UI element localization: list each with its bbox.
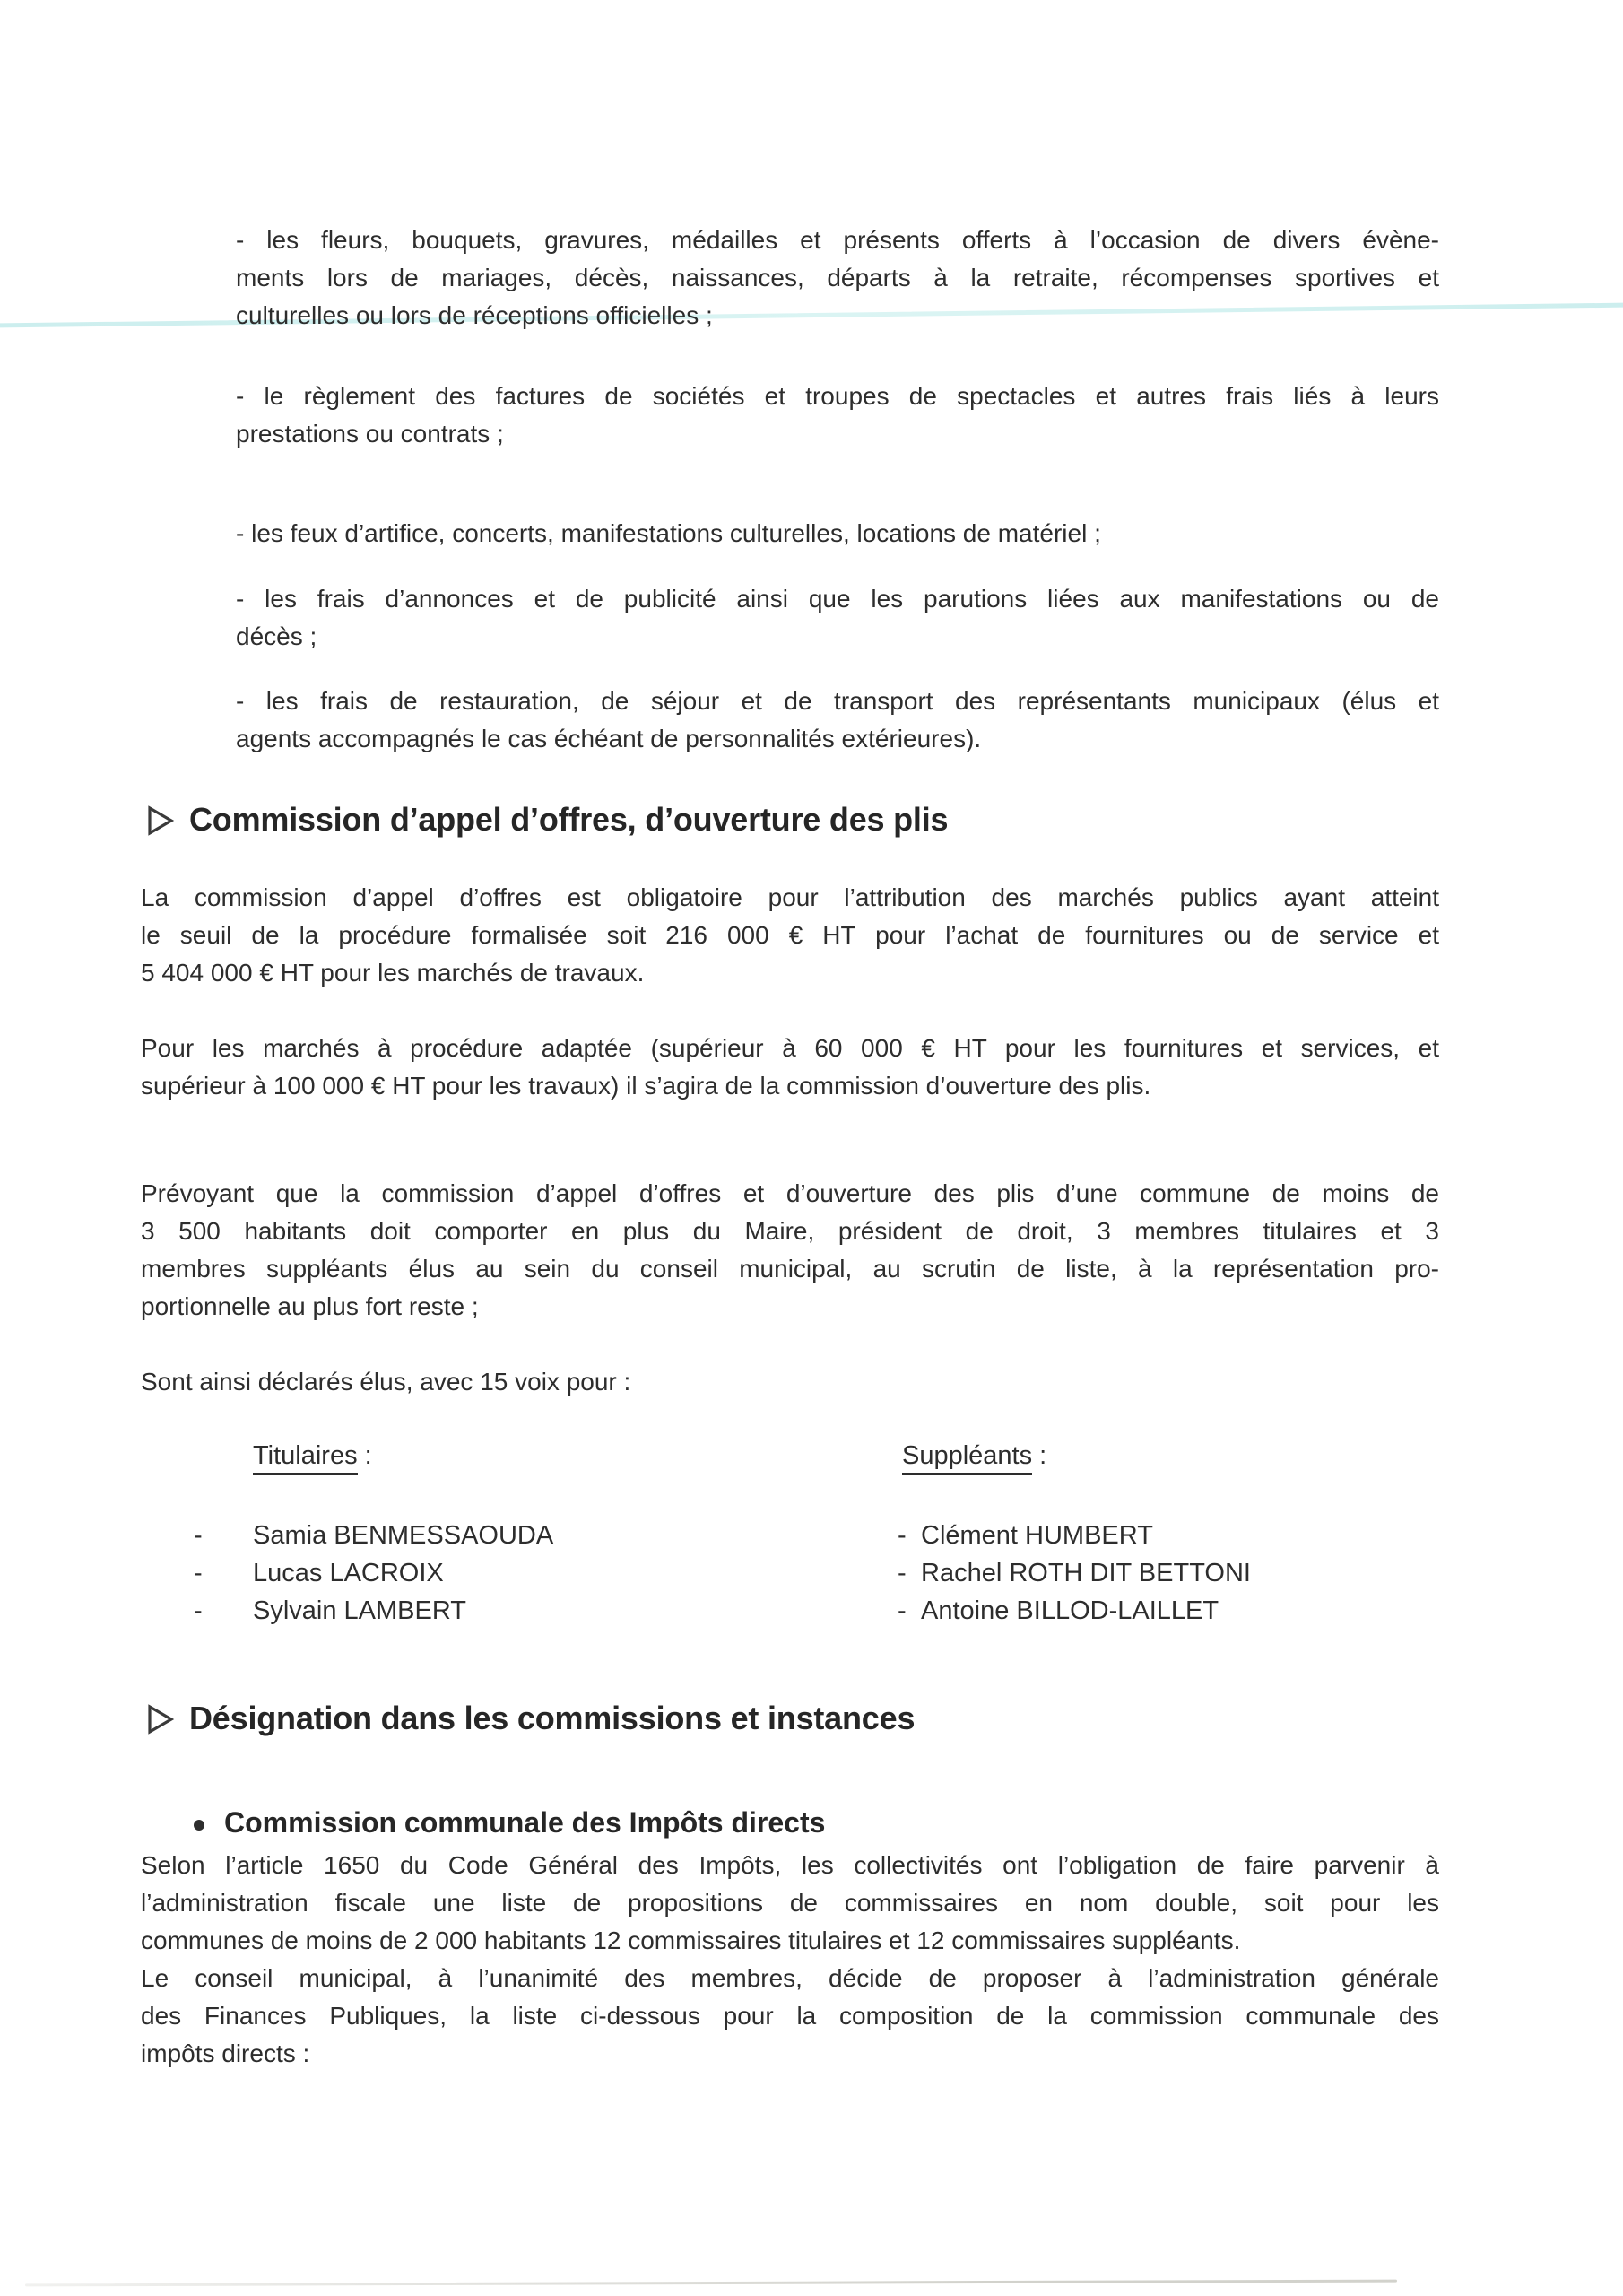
paragraph-composition	[141, 1175, 1439, 1326]
text-line: - les feux d’artifice, concerts, manifestations culturelles, locations de matériel ;	[236, 519, 1101, 547]
member-row	[194, 1554, 839, 1592]
member-row	[898, 1517, 1471, 1554]
column-label-titulaires	[253, 1441, 372, 1471]
text-line: - les fleurs, bouquets, gravures, médailles et présents offerts à l’occasion de divers évène-	[236, 226, 1439, 254]
text-line: Sont ainsi déclarés élus, avec 15 voix pour :	[141, 1368, 631, 1396]
expense-list-item	[236, 222, 1439, 335]
member-row	[898, 1592, 1471, 1630]
text-line: 5 404 000 € HT pour les marchés de travaux.	[141, 959, 645, 987]
member-name: Samia BENMESSAOUDA	[253, 1521, 554, 1550]
member-row	[194, 1517, 839, 1554]
section-heading-text: Commission d’appel d’offres, d’ouverture des plis	[189, 801, 949, 838]
dash: -	[194, 1521, 203, 1550]
member-name: Antoine BILLOD-LAILLET	[921, 1596, 1219, 1625]
text-line: La commission d’appel d’offres est obligatoire pour l’attribution des marchés publics ayant atteint	[141, 883, 1439, 911]
text-line: ments lors de mariages, décès, naissances, départs à la retraite, récompenses sportives et	[236, 264, 1439, 291]
text-line: - les frais d’annonces et de publicité ainsi que les parutions liées aux manifestations ou de	[236, 585, 1439, 613]
text-line: impôts directs :	[141, 2039, 310, 2067]
dash: -	[194, 1559, 203, 1587]
section-heading-text: Désignation dans les commissions et instances	[189, 1700, 916, 1736]
expense-list-item	[236, 378, 1439, 453]
paragraph-seuils	[141, 879, 1439, 992]
dash: -	[898, 1596, 907, 1625]
section-heading-commission-appel-offres	[146, 801, 948, 839]
column-label-suffix: :	[1032, 1441, 1047, 1470]
member-name: Rachel ROTH DIT BETTONI	[921, 1559, 1251, 1587]
subheading-text: Commission communale des Impôts directs	[224, 1806, 826, 1839]
text-line: - les frais de restauration, de séjour et de transport des représentants municipaux (élus et	[236, 687, 1439, 715]
dash: -	[898, 1559, 907, 1587]
text-line: - le règlement des factures de sociétés et troupes de spectacles et autres frais liés à leurs	[236, 382, 1439, 410]
subheading-commission-impots	[194, 1806, 825, 1839]
text-line: Le conseil municipal, à l’unanimité des membres, décide de proposer à l’administration générale	[141, 1964, 1439, 1992]
titulaires-member-list	[194, 1517, 839, 1630]
scan-bottom-edge-line	[25, 2280, 1397, 2287]
paragraph-mapa	[141, 1030, 1439, 1105]
paragraph-resultat-vote	[141, 1363, 1439, 1401]
member-name: Clément HUMBERT	[921, 1521, 1153, 1550]
dash: -	[898, 1521, 907, 1550]
text-line: 3 500 habitants doit comporter en plus du Maire, président de droit, 3 membres titulaires et 3	[141, 1217, 1439, 1245]
member-name: Lucas LACROIX	[253, 1559, 444, 1587]
text-line: supérieur à 100 000 € HT pour les travaux) il s’agira de la commission d’ouverture des plis.	[141, 1072, 1151, 1100]
expense-list-item	[236, 580, 1439, 656]
text-line: l’administration fiscale une liste de propositions de commissaires en nom double, soit pour les	[141, 1889, 1439, 1917]
paragraph-cgi-obligation	[141, 1847, 1439, 1960]
expense-list-item	[236, 683, 1439, 758]
column-label-underlined: Titulaires	[253, 1441, 358, 1475]
text-line: culturelles ou lors de réceptions officielles ;	[236, 301, 713, 329]
column-label-suppleants	[902, 1441, 1046, 1471]
bullet-dot-icon	[194, 1820, 204, 1831]
text-line: Prévoyant que la commission d’appel d’offres et d’ouverture des plis d’une commune de moins de	[141, 1179, 1439, 1207]
member-row	[898, 1554, 1471, 1592]
column-label-suffix: :	[357, 1441, 372, 1470]
text-line: agents accompagnés le cas échéant de personnalités extérieures).	[236, 725, 982, 752]
paragraph-cgi-proposition	[141, 1960, 1439, 2073]
section-heading-designation-commissions	[146, 1700, 915, 1737]
column-label-underlined: Suppléants	[902, 1441, 1032, 1475]
text-line: portionnelle au plus fort reste ;	[141, 1292, 479, 1320]
text-line: des Finances Publiques, la liste ci-dessous pour la composition de la commission communale des	[141, 2002, 1439, 2030]
text-line: le seuil de la procédure formalisée soit 216 000 € HT pour l’achat de fournitures ou de service et	[141, 921, 1439, 949]
text-line: décès ;	[236, 622, 317, 650]
text-line: Pour les marchés à procédure adaptée (supérieur à 60 000 € HT pour les fournitures et services, et	[141, 1034, 1439, 1062]
expense-list-item	[236, 515, 1439, 552]
dash: -	[194, 1596, 203, 1625]
text-line: Selon l’article 1650 du Code Général des Impôts, les collectivités ont l’obligation de faire parvenir à	[141, 1851, 1439, 1879]
suppleants-member-list	[898, 1517, 1471, 1630]
member-name: Sylvain LAMBERT	[253, 1596, 466, 1625]
arrowhead-bullet-icon	[146, 805, 175, 836]
text-line: membres suppléants élus au sein du conseil municipal, au scrutin de liste, à la représentation pro-	[141, 1255, 1439, 1283]
member-row	[194, 1592, 839, 1630]
arrowhead-bullet-icon	[146, 1704, 175, 1735]
text-line: prestations ou contrats ;	[236, 420, 504, 448]
text-line: communes de moins de 2 000 habitants 12 commissaires titulaires et 12 commissaires suppléants.	[141, 1926, 1241, 1954]
